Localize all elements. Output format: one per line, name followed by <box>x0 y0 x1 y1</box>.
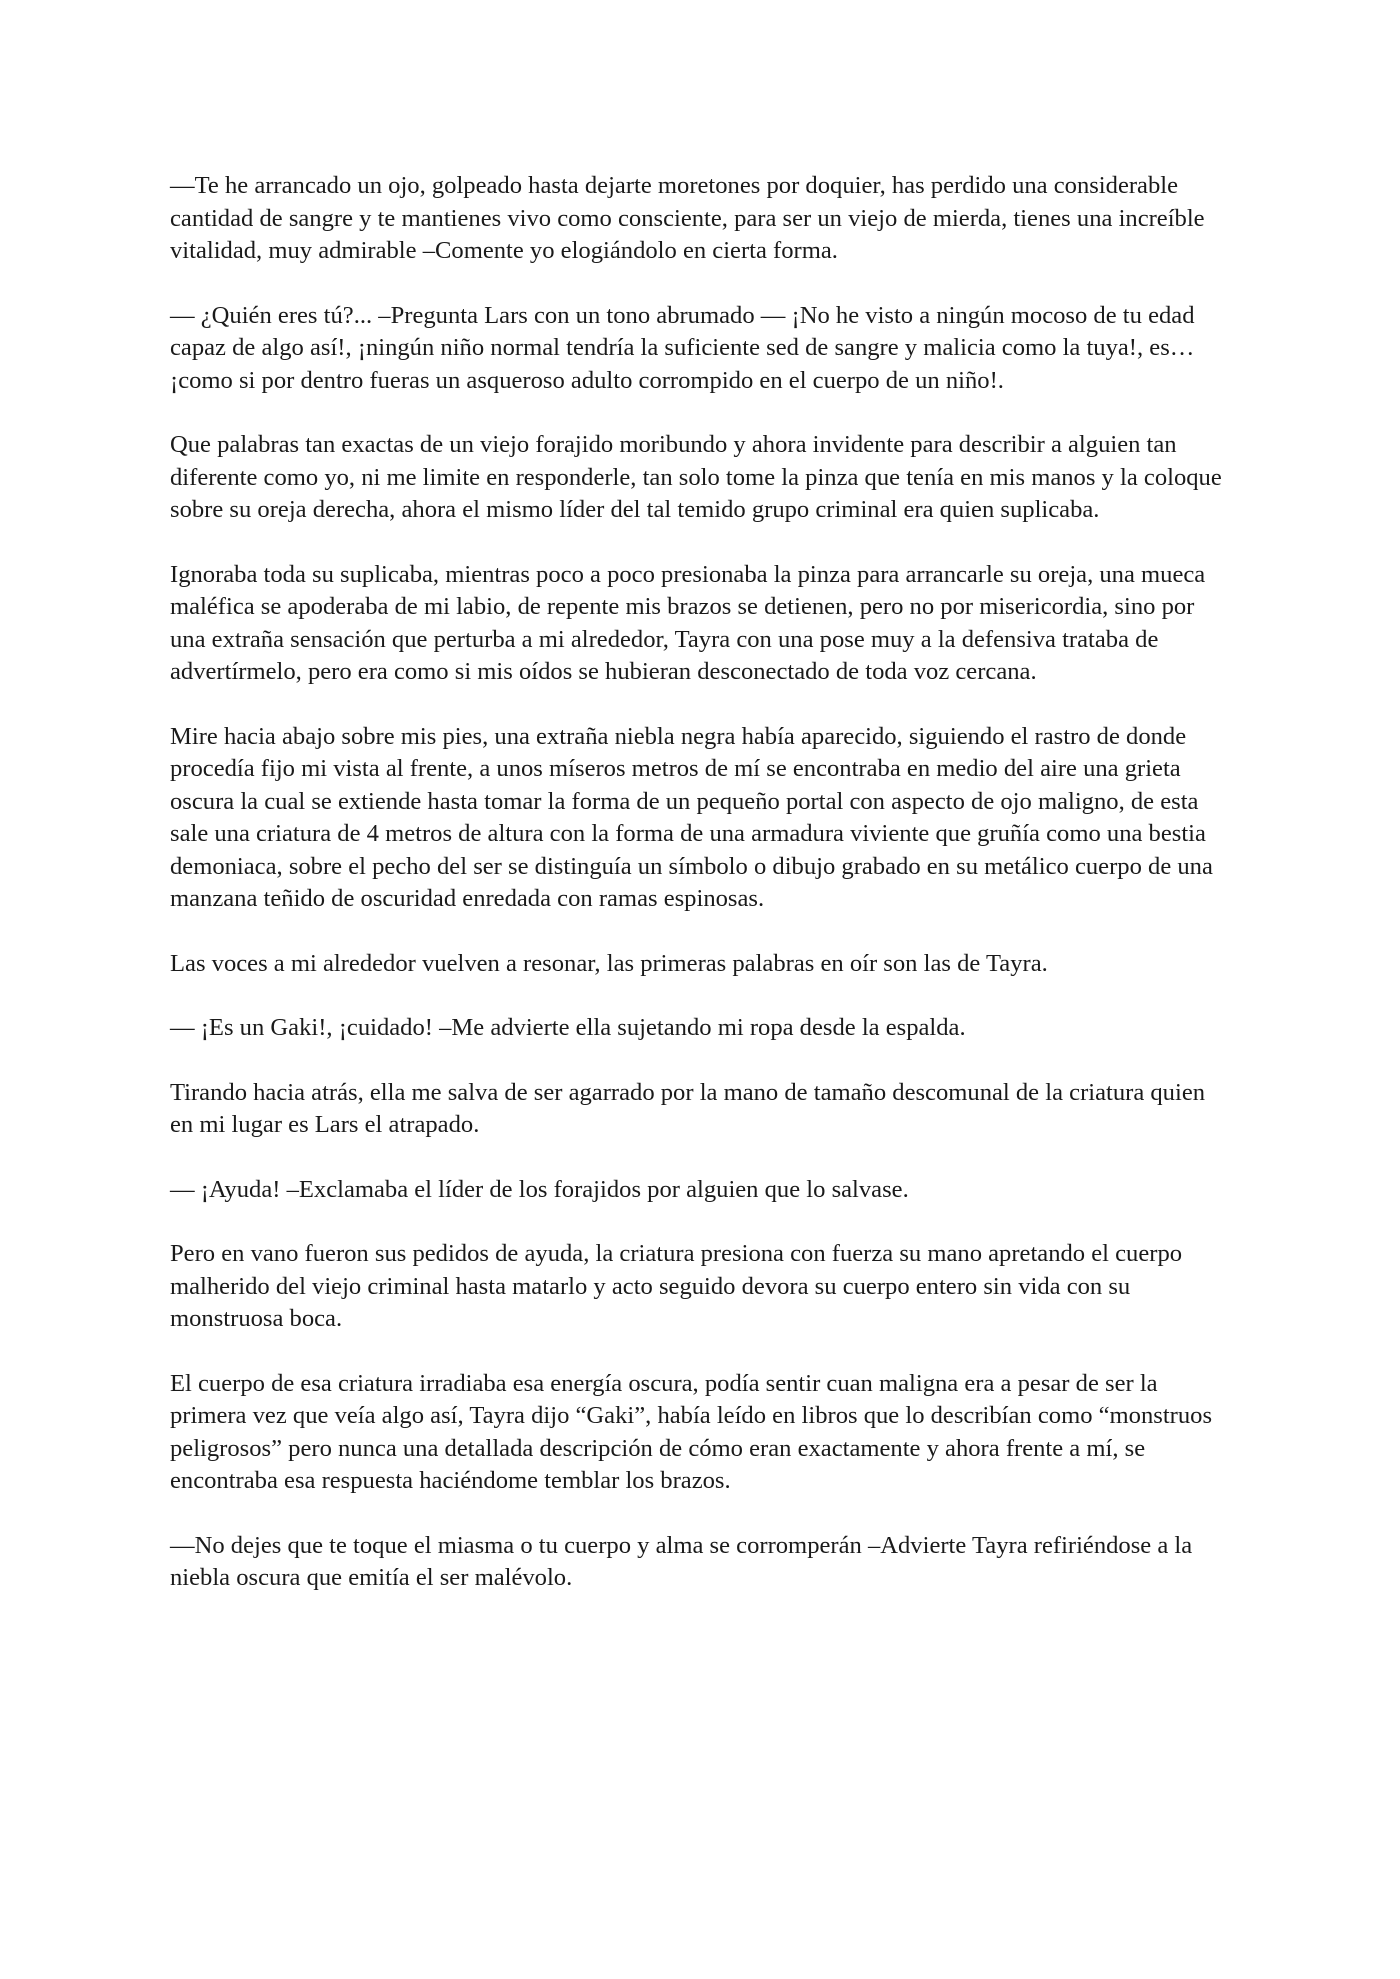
paragraph: Tirando hacia atrás, ella me salva de ser agarrado por la mano de tamaño descomunal de la criatura quien en mi lugar es Lars el atrapado. <box>170 1078 1206 1138</box>
paragraph: Ignoraba toda su suplicaba, mientras poco a poco presionaba la pinza para arrancarle su oreja, una mueca maléfica se apoderaba de mi labio, de repente mis brazos se detienen, pero no por misericordia, sino por una extraña sensación que perturba a mi alrededor, Tayra con una pose muy a la defensiva trataba de advertírmelo, pero era como si mis oídos se hubieran desconectado de toda voz cercana. <box>170 560 1206 685</box>
paragraph: Pero en vano fueron sus pedidos de ayuda, la criatura presiona con fuerza su mano apretando el cuerpo malherido del viejo criminal hasta matarlo y acto seguido devora su cuerpo entero sin vida con su monstruosa boca. <box>170 1240 1183 1332</box>
paragraph: — ¡Ayuda! –Exclamaba el líder de los forajidos por alguien que lo salvase. <box>170 1175 909 1203</box>
paragraph: Las voces a mi alrededor vuelven a resonar, las primeras palabras en oír son las de Tayra. <box>170 949 1048 977</box>
paragraph: Que palabras tan exactas de un viejo forajido moribundo y ahora invidente para describir a alguien tan diferente como yo, ni me limite en responderle, tan solo tome la pinza que tenía en mis manos y la coloque sobre su oreja derecha, ahora el mismo líder del tal temido grupo criminal era quien suplicaba. <box>170 431 1222 523</box>
paragraph: El cuerpo de esa criatura irradiaba esa energía oscura, podía sentir cuan maligna era a pesar de ser la primera vez que veía algo así, Tayra dijo “Gaki”, había leído en libros que lo describían como “monstruos peligrosos” pero nunca una detallada descripción de cómo eran exactamente y ahora frente a mí, se encontraba esa respuesta haciéndome temblar los brazos. <box>170 1369 1213 1494</box>
paragraph: Mire hacia abajo sobre mis pies, una extraña niebla negra había aparecido, siguiendo el rastro de donde procedía fijo mi vista al frente, a unos míseros metros de mí se encontraba en medio del aire una grieta oscura la cual se extiende hasta tomar la forma de un pequeño portal con aspecto de ojo maligno, de esta sale una criatura de 4 metros de altura con la forma de una armadura viviente que gruñía como una bestia demoniaca, sobre el pecho del ser se distinguía un símbolo o dibujo grabado en su metálico cuerpo de una manzana teñido de oscuridad enredada con ramas espinosas. <box>170 722 1213 912</box>
paragraph: — ¿Quién eres tú?... –Pregunta Lars con un tono abrumado — ¡No he visto a ningún mocoso de tu edad capaz de algo así!, ¡ningún niño normal tendría la suficiente sed de sangre y malicia como la tuya!, es… ¡como si por dentro fueras un asqueroso adulto corrompido en el cuerpo de un niño!. <box>170 301 1195 394</box>
paragraph: —Te he arrancado un ojo, golpeado hasta dejarte moretones por doquier, has perdido una considerable cantidad de sangre y te mantienes vivo como consciente, para ser un viejo de mierda, tienes una increíble vitalidad, muy admirable –Comente yo elogiándolo en cierta forma. <box>170 172 1205 264</box>
paragraph: — ¡Es un Gaki!, ¡cuidado! –Me advierte ella sujetando mi ropa desde la espalda. <box>170 1014 966 1041</box>
paragraph: —No dejes que te toque el miasma o tu cuerpo y alma se corromperán –Advierte Tayra refiriéndose a la niebla oscura que emitía el ser malévolo. <box>170 1531 1193 1591</box>
